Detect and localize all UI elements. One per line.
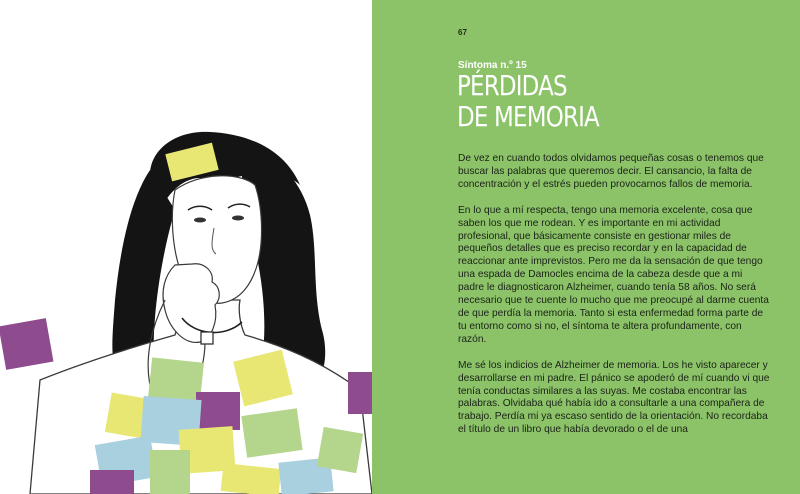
sticky-note-green-3 — [150, 450, 190, 494]
body-text — [458, 153, 770, 450]
sticky-note-green-2 — [241, 408, 302, 457]
title-line-2: DE MEMORIA — [457, 100, 599, 133]
symptom-label: Síntoma n.º 15 — [458, 60, 527, 71]
chapter-title — [457, 70, 599, 132]
paragraph-1: De vez en cuando todos olvidamos pequeñas cosas o tenemos que buscar las palabras que queremos decir. El cansancio, la falta de concentración y el estrés pueden provocarnos fallos de memoria. — [458, 153, 764, 190]
hand — [163, 264, 219, 343]
illustration-page — [0, 0, 372, 494]
sticky-note-purple-center — [196, 392, 240, 430]
sticky-note-green-1 — [148, 357, 204, 402]
sticky-note-green-4 — [317, 427, 363, 473]
text-page — [372, 0, 800, 494]
paragraph-3: Me sé los indicios de Alzheimer de memoria. Los he visto aparecer y desarrollarse en mi padre. El pánico se apoderó de mí cuando vi que tenía conductas similares a las suyas. Me costaba encontrar las palabras. Olvidaba qué había ido a consultarle a una compañera de trabajo. Perdía mi ya escaso sentido de la orientación. No recordaba el título de un libro que había devorado o el de una — [458, 359, 770, 436]
sticky-note-purple-bottom — [90, 470, 134, 494]
sticky-note-purple-left — [0, 318, 53, 370]
page-number: 67 — [458, 28, 467, 37]
paragraph-2: En lo que a mí respecta, tengo una memoria excelente, cosa que saben los que me rodean. Y es importante en mi actividad profesional, que básicamente consiste en gestionar miles de pequeños detalles que es preciso recordar y en la capacidad de reaccionar ante imprevistos. Pero me da la sensación de que tengo una espada de Damocles encima de la cabeza desde que a mi padre le diagnosticaron Alzheimer, cuando tenía 58 años. No será necesario que te cuente lo mucho que me preocupé al darme cuenta de que perdía la memoria. Tanto si esta enfermedad forma parte de tu entorno como si no, el síntoma te altera profundamente, con razón. — [458, 204, 769, 345]
title-line-1: PÉRDIDAS — [457, 69, 567, 102]
sticky-note-purple-right — [348, 372, 372, 414]
woman-with-sticky-notes-illustration — [0, 0, 372, 494]
